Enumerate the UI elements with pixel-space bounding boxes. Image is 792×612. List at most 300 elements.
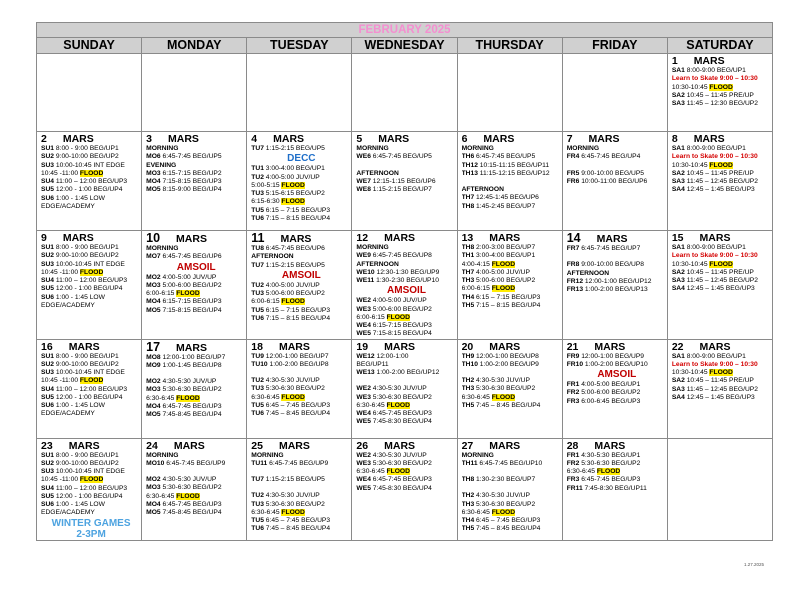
spacer (146, 370, 246, 378)
session-detail: 5:30-6:30 BEG/UP2 (263, 385, 325, 393)
day-title: MARS (596, 233, 628, 245)
session-code: TH7 (461, 268, 475, 276)
session-detail: 5:30-6:30 BEG/UP2 (579, 459, 641, 467)
session-line (356, 485, 456, 493)
session-detail: 8:00-9:00 BEG/UP1 (684, 244, 746, 251)
session-line (356, 269, 456, 277)
day-number: 14 (566, 231, 581, 245)
spacer (462, 484, 562, 492)
flood-time: 6:30-6:45 (251, 508, 282, 516)
session-code: TU3 (251, 290, 264, 297)
session-detail: 12:45 – 1:45 BEG/UP3 (684, 285, 755, 293)
session-line (146, 460, 246, 468)
weekday-header-friday: FRIDAY (562, 38, 667, 54)
session-code: WE2 (356, 297, 371, 305)
session-line (462, 269, 562, 277)
day-header (146, 133, 246, 145)
session-detail: 10:00-10:45 INT EDGE (54, 260, 125, 268)
session-line (251, 517, 351, 525)
session-detail: 12:00 - 1:00 BEG/UP4 (54, 186, 123, 194)
day-title: MARS (278, 439, 310, 452)
flood-line (462, 509, 562, 517)
session-code: TU11 (251, 459, 268, 467)
session-detail: 5:30-6:30 BEG/UP2 (263, 500, 325, 508)
session-line (462, 460, 562, 468)
session-code: MO4 (146, 402, 161, 410)
day-cell (667, 339, 772, 438)
session-line (672, 145, 772, 153)
session-detail: 7:45-8:45 BEG/UP4 (160, 509, 222, 516)
session-line (146, 501, 246, 509)
session-line (41, 468, 141, 476)
flood-badge: FLOOD (709, 369, 733, 376)
session-detail: 12:45-1:45 BEG/UP6 (474, 194, 539, 202)
session-line (146, 282, 246, 290)
session-code: WE4 (356, 322, 371, 329)
day-cell (37, 438, 142, 540)
session-line (356, 153, 456, 161)
session-line (41, 302, 141, 310)
session-detail: 6:15 – 7:15 BEG/UP3 (263, 306, 331, 314)
session-code: SA3 (671, 178, 685, 185)
day-cell (352, 339, 457, 438)
session-code: SU5 (41, 285, 55, 293)
session-line (41, 402, 141, 410)
day-header (462, 232, 562, 244)
session-line (251, 492, 351, 500)
weekday-header-tuesday: TUESDAY (247, 38, 352, 54)
spacer (567, 253, 667, 261)
session-line (41, 460, 141, 468)
session-code: WE7 (356, 177, 371, 185)
day-title: MARS (699, 232, 731, 244)
session-code: TU3 (251, 190, 264, 197)
weekday-header-monday: MONDAY (142, 38, 247, 54)
session-line (462, 194, 562, 202)
day-header (356, 440, 456, 452)
session-line (146, 186, 246, 194)
session-detail: 5:30-6:30 BEG/UP2 (160, 484, 222, 492)
section-label: AFTERNOON (566, 269, 610, 277)
day-cell (352, 132, 457, 231)
session-line (356, 178, 456, 186)
session-line (462, 203, 562, 211)
session-detail: 10:45 – 11:45 PRE/UP (684, 268, 754, 276)
day-number: 19 (356, 340, 369, 353)
day-number: 23 (41, 439, 53, 452)
session-detail: 7:45 – 8:45 BEG/UP4 (474, 525, 541, 533)
session-detail: 8:00-9:00 BEG/UP1 (684, 67, 746, 74)
session-code: TU6 (251, 314, 264, 322)
session-detail: 4:00-5:00 JUV/UP (160, 273, 217, 281)
flood-line (41, 377, 141, 385)
session-detail: 7:45-8:30 BEG/UP4 (370, 484, 432, 492)
day-cell (142, 132, 247, 231)
session-line (356, 252, 456, 260)
session-detail: 9:00-10:00 BEG/UP8 (579, 261, 645, 269)
session-detail: 1:15-2:15 BEG/UP7 (370, 186, 432, 193)
session-code: MO10 (146, 459, 165, 467)
week-row (37, 438, 773, 540)
session-code: WE4 (356, 410, 371, 417)
session-detail: 7:15-8:15 BEG/UP4 (160, 306, 222, 314)
session-line (567, 381, 667, 389)
day-cell (562, 132, 667, 231)
day-cell (247, 339, 352, 438)
session-detail: 9:00-10:00 BEG/UP2 (54, 252, 119, 260)
session-code: TH8 (461, 244, 475, 251)
session-line (462, 525, 562, 533)
flood-line (672, 84, 772, 92)
session-line (41, 178, 141, 186)
session-code: TH1 (461, 252, 475, 260)
day-title: MARS (278, 340, 310, 353)
session-code: TH12 (461, 161, 478, 169)
session-detail: 4:30-5:30 JUV/UP (370, 451, 427, 459)
session-line (356, 385, 456, 393)
session-code: SU6 (41, 194, 55, 202)
day-number: 13 (461, 232, 474, 244)
session-code: TU2 (251, 377, 264, 384)
session-detail: 1:00 - 1:45 LOW (54, 402, 105, 409)
session-line (251, 145, 351, 153)
event-banner: AMSOIL (176, 261, 216, 273)
day-header (356, 341, 456, 353)
flood-time: 6:00-6:15 (146, 290, 177, 297)
session-detail: EDGE/ACADEMY (41, 509, 95, 517)
session-code: TU5 (251, 306, 264, 314)
session-line (251, 361, 351, 369)
week-row (37, 54, 773, 132)
session-line (567, 476, 667, 484)
session-code: SU1 (41, 244, 55, 251)
session-code: MO3 (146, 484, 161, 492)
day-cell (457, 231, 562, 340)
flood-line (462, 394, 562, 402)
session-line (251, 215, 351, 223)
flood-badge: FLOOD (709, 161, 733, 169)
day-number: 3 (146, 133, 152, 145)
session-code: TU7 (251, 476, 264, 483)
flood-time: 10:30-10:45 (671, 260, 710, 268)
session-code: TH5 (461, 525, 475, 533)
weekday-header-wednesday: WEDNESDAY (352, 38, 457, 54)
day-header (41, 133, 141, 145)
session-line (41, 493, 141, 501)
day-title: MARS (384, 232, 416, 244)
flood-badge: FLOOD (281, 181, 305, 189)
session-line (251, 307, 351, 315)
session-code: MO4 (146, 178, 161, 185)
session-detail: 8:00-9:00 BEG/UP1 (684, 352, 746, 360)
session-line (672, 285, 772, 293)
session-detail: BEG/UP11 (356, 360, 389, 368)
session-code: FR1 (566, 451, 580, 459)
flood-time: 6:30-6:45 (146, 394, 177, 402)
session-detail: 11:00 – 12:00 BEG/UP3 (54, 277, 128, 284)
session-detail: 1:45-2:45 BEG/UP7 (474, 202, 536, 210)
session-code: FR2 (566, 389, 580, 397)
session-code: SA1 (671, 352, 685, 360)
spacer (567, 162, 667, 170)
session-line (567, 153, 667, 161)
day-header (146, 232, 246, 245)
session-line (672, 386, 772, 394)
session-detail: 1:00-2:00 BEG/UP9 (477, 360, 539, 368)
session-line (462, 294, 562, 302)
day-header (462, 341, 562, 353)
flood-line (41, 476, 141, 484)
session-detail: 5:00-6:00 BEG/UP2 (370, 305, 432, 313)
session-code: MO3 (146, 386, 161, 394)
event-banner: AMSOIL (387, 285, 426, 297)
session-code: SA1 (671, 67, 685, 74)
day-cell (457, 339, 562, 438)
session-line (356, 460, 456, 468)
session-line (356, 322, 456, 330)
section-label: AFTERNOON (461, 186, 504, 193)
session-detail: 7:15 – 8:15 BEG/UP4 (474, 301, 541, 309)
flood-line (462, 261, 562, 269)
learn-to-skate-line: Learn to Skate 9:00 – 10:30 (671, 153, 758, 161)
session-detail: 10:00-10:45 INT EDGE (54, 468, 125, 475)
session-detail: EDGE/ACADEMY (41, 202, 95, 210)
session-detail: 12:30-1:30 BEG/UP9 (374, 268, 440, 276)
session-line (567, 452, 667, 460)
session-detail: 4:00-5:00 BEG/UP1 (579, 381, 641, 388)
session-code: SU1 (41, 145, 55, 152)
flood-badge: FLOOD (281, 198, 305, 206)
flood-badge: FLOOD (176, 394, 200, 402)
day-number: 10 (146, 231, 161, 245)
session-code: FR4 (566, 153, 580, 161)
section-label: MORNING (146, 451, 179, 459)
session-detail: 1:00-2:00 BEG/UP10 (583, 360, 648, 368)
day-number: 26 (356, 439, 369, 452)
session-detail: 6:45-7:45 BEG/UP7 (579, 245, 641, 252)
session-code: FR9 (566, 352, 580, 360)
session-line (567, 485, 667, 493)
session-code: WE6 (356, 153, 371, 161)
flood-line (356, 314, 456, 322)
session-line (672, 170, 772, 178)
session-line (462, 501, 562, 509)
day-number: 5 (356, 133, 363, 145)
day-number: 28 (566, 439, 579, 452)
day-number: 8 (671, 133, 678, 145)
session-detail: 5:30-6:30 BEG/UP2 (474, 500, 536, 508)
session-code: FR12 (566, 277, 584, 285)
session-detail: 6:45-7:45 BEG/UP6 (160, 253, 222, 261)
session-detail: 9:00-10:00 BEG/UP2 (54, 459, 119, 467)
session-code: SU5 (41, 393, 55, 401)
flood-badge: FLOOD (176, 290, 200, 297)
session-code: TU1 (251, 165, 264, 173)
session-line (41, 261, 141, 269)
session-code: SU4 (41, 484, 55, 492)
flood-line (146, 290, 246, 298)
day-header (251, 133, 351, 145)
session-line (41, 452, 141, 460)
session-line (672, 277, 772, 285)
session-code: TU5 (251, 206, 264, 214)
event-banner: DECC (287, 153, 316, 165)
session-line (41, 386, 141, 394)
session-detail: 5:30-6:30 BEG/UP2 (160, 386, 222, 394)
session-code: SU6 (41, 293, 55, 301)
session-code: TU5 (251, 401, 264, 409)
day-header (567, 232, 667, 245)
session-code: MO2 (146, 476, 161, 483)
session-code: SU4 (41, 385, 55, 393)
spacer (462, 178, 562, 186)
session-line (41, 394, 141, 402)
spacer (146, 468, 246, 476)
day-title: MARS (176, 233, 207, 245)
session-code: SU3 (41, 161, 55, 169)
session-line (567, 170, 667, 178)
weekday-header-saturday: SATURDAY (667, 38, 772, 54)
session-code: FR6 (566, 177, 580, 185)
session-detail: 7:15 – 8:15 BEG/UP4 (263, 214, 331, 222)
session-line (251, 290, 351, 298)
session-code: TH2 (461, 492, 475, 500)
flood-badge: FLOOD (709, 260, 733, 268)
day-header (672, 55, 772, 67)
session-code: MO4 (146, 298, 161, 306)
flood-time: 10:30-10:45 (671, 369, 710, 376)
session-code: TH10 (461, 360, 478, 368)
session-code: WE2 (356, 451, 371, 459)
flood-time: 10:30-10:45 (671, 83, 710, 91)
session-line (356, 369, 456, 377)
session-detail: 5:00-6:00 BEG/UP2 (160, 281, 222, 289)
session-code: WE10 (356, 268, 375, 276)
session-code: TU10 (251, 360, 268, 368)
session-code: SU4 (41, 178, 55, 185)
week-row (37, 339, 773, 438)
session-detail: 9:00-10:00 BEG/UP2 (54, 153, 119, 161)
session-detail: 7:45-8:45 BEG/UP4 (160, 411, 222, 418)
day-header (462, 133, 562, 145)
session-code: SA2 (671, 268, 685, 276)
flood-badge: FLOOD (491, 508, 516, 516)
flood-line (251, 182, 351, 190)
flood-time: 6:30-6:45 (566, 468, 597, 475)
flood-badge: FLOOD (79, 169, 104, 177)
session-line (672, 100, 772, 108)
flood-time: 10:45 -11:00 (41, 377, 80, 385)
day-title: MARS (594, 439, 626, 452)
day-number: 9 (41, 232, 47, 244)
session-line (356, 186, 456, 194)
day-number: 25 (251, 439, 263, 452)
flood-time: 6:15-6:30 (251, 198, 282, 206)
day-number: 7 (566, 133, 573, 145)
session-code: TH6 (461, 153, 475, 161)
spacer (251, 484, 351, 492)
session-detail: 10:45 – 11:45 PRE/UP (684, 169, 754, 177)
session-detail: 8:00 - 9:00 BEG/UP1 (54, 352, 119, 360)
flood-line (672, 369, 772, 377)
session-line (251, 262, 351, 270)
flood-time: 10:45 -11:00 (41, 476, 80, 484)
session-detail: 9:00-10:00 BEG/UP5 (579, 169, 645, 177)
learn-to-skate-line: Learn to Skate 9:00 – 10:30 (671, 360, 758, 368)
day-header (146, 440, 246, 452)
day-number: 27 (461, 439, 474, 452)
flood-badge: FLOOD (79, 268, 104, 276)
session-detail: 6:15-7:15 BEG/UP3 (160, 298, 222, 306)
session-line (41, 252, 141, 260)
session-code: TU7 (251, 145, 264, 152)
session-detail: 6:15 – 7:15 BEG/UP3 (474, 293, 541, 301)
session-detail: 11:15-12:15 BEG/UP12 (477, 169, 550, 177)
session-line (462, 517, 562, 525)
session-code: TU6 (251, 525, 264, 533)
session-detail: 12:00-1:00 BEG/UP12 (583, 277, 652, 285)
session-detail: 3:00-4:00 BEG/UP1 (263, 165, 325, 173)
session-detail: 6:45-7:45 BEG/UP4 (579, 153, 641, 161)
session-code: TU5 (251, 517, 264, 524)
session-code: TH9 (461, 352, 475, 360)
session-code: TH8 (461, 476, 475, 483)
session-line (146, 298, 246, 306)
session-detail: 12:45 – 1:45 BEG/UP3 (684, 393, 755, 401)
empty-day-cell (562, 54, 667, 132)
session-detail: 6:45-7:45 BEG/UP9 (164, 459, 226, 467)
session-line (356, 277, 456, 285)
session-code: SU5 (41, 492, 55, 500)
day-title: MARS (62, 232, 94, 244)
session-detail: 7:45-8:30 BEG/UP4 (370, 418, 432, 426)
session-code: SA2 (671, 377, 685, 385)
session-code: TU2 (251, 492, 264, 500)
day-cell (247, 132, 352, 231)
day-cell (247, 231, 352, 340)
session-code: SA4 (671, 285, 685, 293)
session-detail: 5:30-6:30 BEG/UP2 (370, 459, 432, 467)
session-code: TH4 (461, 517, 475, 524)
session-code: TH7 (461, 194, 475, 202)
session-line (356, 394, 456, 402)
flood-time: 6:00-6:15 (251, 298, 282, 306)
session-code: TU8 (251, 245, 264, 252)
session-line (567, 178, 667, 186)
session-line (146, 509, 246, 517)
flood-badge: FLOOD (596, 468, 621, 475)
flood-line (462, 285, 562, 293)
day-header (672, 341, 772, 353)
flood-line (251, 198, 351, 206)
day-title: MARS (68, 340, 100, 353)
session-line (251, 353, 351, 361)
session-line (251, 410, 351, 418)
session-code: SA1 (671, 244, 685, 251)
session-detail: 6:45-7:45 BEG/UP3 (579, 476, 641, 484)
flood-line (41, 269, 141, 277)
session-line (356, 306, 456, 314)
session-detail: EDGE/ACADEMY (41, 301, 95, 309)
session-code: TU6 (251, 214, 264, 222)
session-detail: 1:00-2:00 BEG/UP12 (374, 369, 440, 376)
session-detail: 7:15-8:15 BEG/UP4 (370, 330, 432, 338)
day-header (672, 232, 772, 244)
day-cell (562, 339, 667, 438)
session-detail: 5:30-6:30 BEG/UP2 (370, 393, 432, 401)
session-detail: 10:00-11:00 BEG/UP6 (579, 177, 648, 185)
day-header (567, 341, 667, 353)
